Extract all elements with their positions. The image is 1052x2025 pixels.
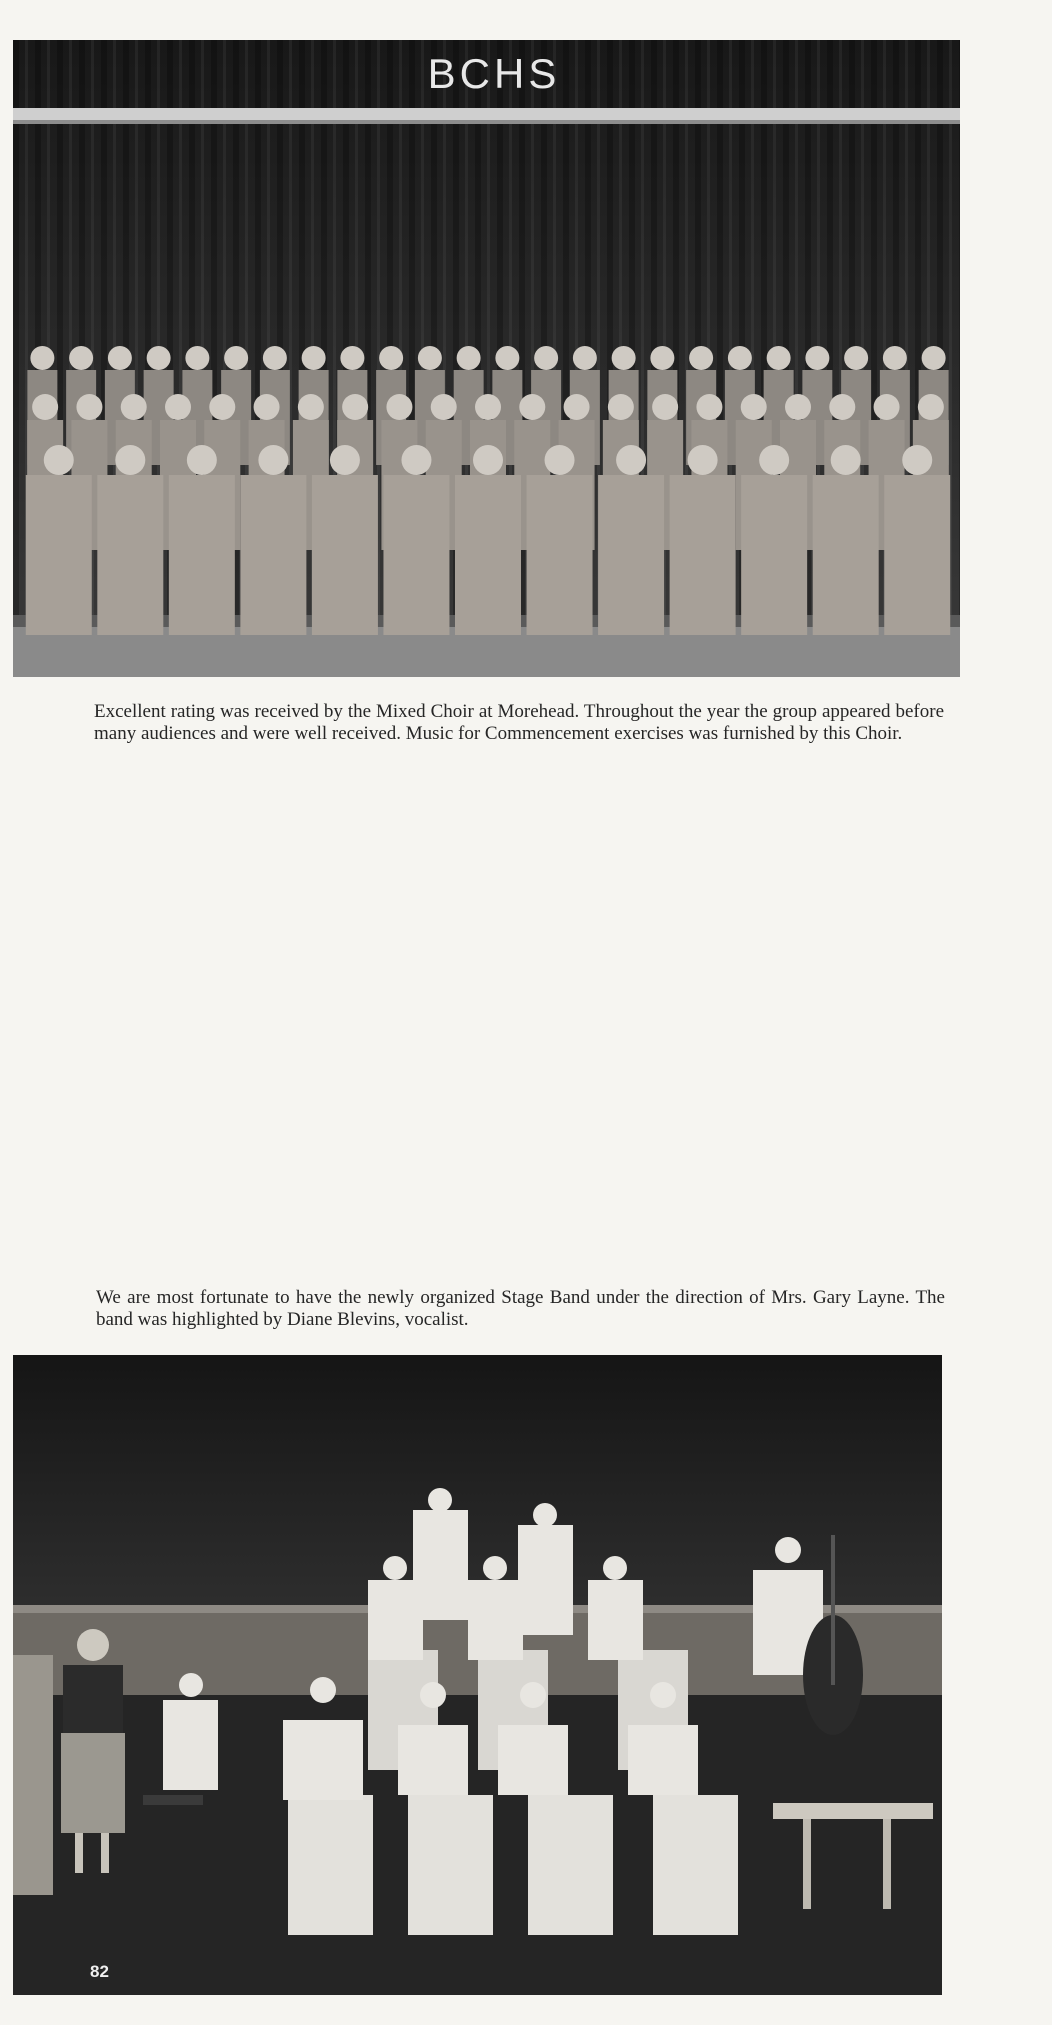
choir-photo xyxy=(13,40,960,677)
band-caption: We are most fortunate to have the newly organized Stage Band under the direction of Mrs. Gary Layne. The band was highlighted by Diane Blevins, vocalist. xyxy=(96,1287,945,1330)
page-number: 82 xyxy=(90,1962,109,1981)
stage-band-photo xyxy=(13,1355,942,1995)
choir-caption: Excellent rating was received by the Mixed Choir at Morehead. Throughout the year the group appeared before many audiences and were well received. Music for Commencement exercises was furnished by this Choir. xyxy=(94,701,944,744)
bchs-banner: BCHS xyxy=(427,50,561,97)
